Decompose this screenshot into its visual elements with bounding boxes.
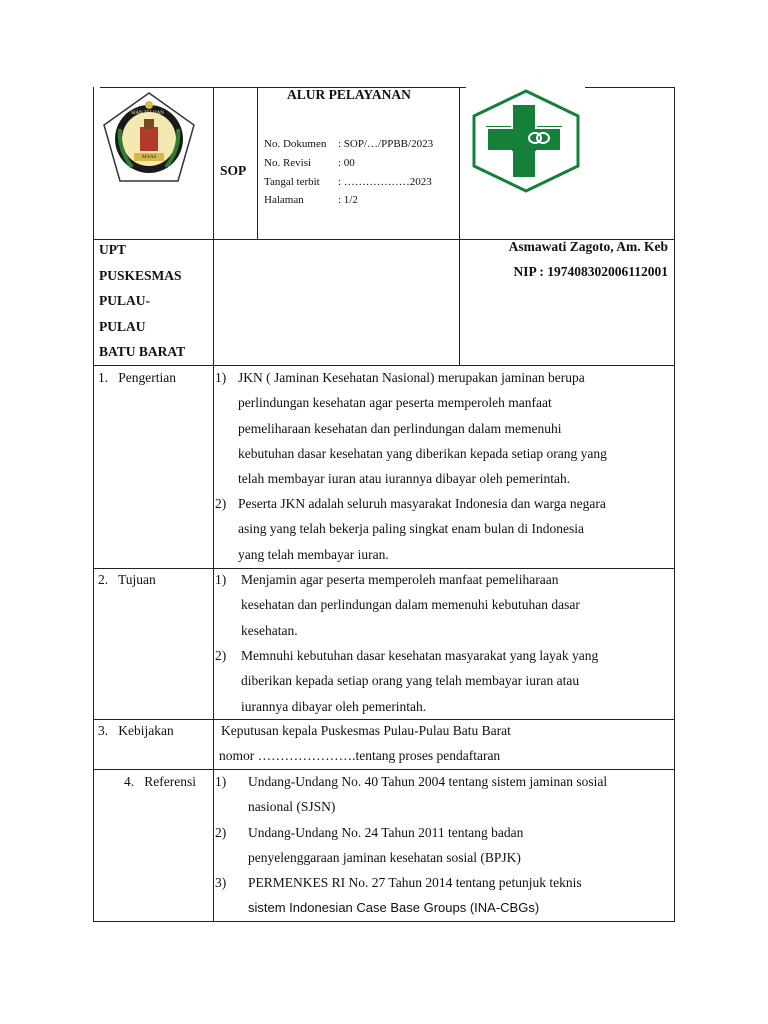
item-line: Menjamin agar peserta memperoleh manfaat pemeliharaan bbox=[241, 572, 559, 587]
meta-label: Halaman bbox=[264, 194, 304, 206]
item-number: 2) bbox=[215, 648, 227, 663]
section-heading-tujuan: 2. Tujuan bbox=[98, 572, 156, 587]
item-line: kesehatan. bbox=[241, 622, 298, 638]
section-heading-pengertian: 1. Pengertian bbox=[98, 370, 176, 385]
org-line: UPT bbox=[99, 242, 126, 257]
item-number: 2) bbox=[215, 496, 227, 511]
puskesmas-logo-icon bbox=[471, 88, 581, 194]
document-title: ALUR PELAYANAN bbox=[287, 87, 411, 102]
policy-line: nomor ………………….tentang proses pendaftaran bbox=[219, 748, 501, 764]
meta-value: : 00 bbox=[338, 157, 355, 169]
meta-value: : SOP/…/PPBB/2023 bbox=[338, 138, 434, 150]
item-number: 1) bbox=[215, 370, 227, 385]
item-line: telah membayar iuran atau iurannya dibayar oleh pemerintah. bbox=[238, 471, 571, 487]
item-line: yang telah membayar iuran. bbox=[238, 546, 389, 562]
org-name bbox=[99, 237, 185, 365]
item-line: JKN ( Jaminan Kesehatan Nasional) merupakan jaminan berupa bbox=[238, 370, 585, 385]
meta-label: Tangal terbit bbox=[264, 176, 320, 188]
org-line: BATU BARAT bbox=[99, 344, 186, 359]
meta-value: : 1/2 bbox=[338, 194, 358, 206]
item-line: diberikan kepada setiap orang yang telah membayar iuran atau bbox=[241, 673, 580, 689]
item-line: Undang-Undang No. 24 Tahun 2011 tentang badan bbox=[248, 825, 524, 840]
item-number: 1) bbox=[215, 572, 227, 587]
item-number: 1) bbox=[215, 774, 227, 789]
item-line: iurannya dibayar oleh pemerintah. bbox=[241, 698, 427, 714]
sop-label: SOP bbox=[220, 163, 247, 178]
item-line: Undang-Undang No. 40 Tahun 2004 tentang sistem jaminan sosial bbox=[248, 774, 608, 789]
policy-text bbox=[219, 718, 511, 769]
item-number: 2) bbox=[215, 825, 227, 840]
org-line: PUSKESMAS bbox=[99, 267, 182, 283]
regency-emblem-icon bbox=[100, 89, 198, 187]
item-line: pemeliharaan kesehatan dan perlindungan dalam memenuhi bbox=[238, 420, 562, 436]
section-heading-kebijakan: 3. Kebijakan bbox=[98, 723, 174, 738]
item-line: PERMENKES RI No. 27 Tahun 2014 tentang petunjuk teknis bbox=[248, 875, 582, 890]
meta-label: No. Dokumen bbox=[264, 138, 327, 150]
item-line: Memnuhi kebutuhan dasar kesehatan masyarakat yang layak yang bbox=[241, 648, 599, 663]
item-number: 3) bbox=[215, 875, 227, 890]
item-line: Peserta JKN adalah seluruh masyarakat Indonesia dan warga negara bbox=[238, 496, 606, 511]
emblem-top-text: SIAN TELIJAN bbox=[131, 111, 164, 116]
emblem-bottom-text: MAAS bbox=[142, 155, 157, 160]
signer-nip: NIP : 197408302006112001 bbox=[513, 264, 668, 279]
item-line: asing yang telah bekerja paling singkat enam bulan di Indonesia bbox=[238, 521, 585, 537]
meta-value: : ………………2023 bbox=[338, 176, 432, 188]
org-line: PULAU bbox=[99, 318, 146, 334]
item-line: kebutuhan dasar kesehatan yang diberikan kepada setiap orang yang bbox=[238, 445, 607, 461]
item-line: nasional (SJSN) bbox=[248, 799, 336, 815]
policy-line: Keputusan kepala Puskesmas Pulau-Pulau Batu Barat bbox=[221, 723, 511, 738]
item-line: penyelenggaraan jaminan kesehatan sosial (BPJK) bbox=[248, 850, 521, 866]
section-heading-referensi: 4. Referensi bbox=[124, 774, 196, 789]
item-line: sistem Indonesian Case Base Groups (INA-CBGs) bbox=[248, 900, 540, 916]
signer-name: Asmawati Zagoto, Am. Keb bbox=[508, 239, 668, 254]
meta-label: No. Revisi bbox=[264, 157, 312, 169]
item-line: kesehatan dan perlindungan dalam memenuhi kebutuhan dasar bbox=[241, 597, 580, 613]
item-line: perlindungan kesehatan agar peserta memperoleh manfaat bbox=[238, 395, 552, 411]
org-line: PULAU- bbox=[99, 293, 150, 308]
